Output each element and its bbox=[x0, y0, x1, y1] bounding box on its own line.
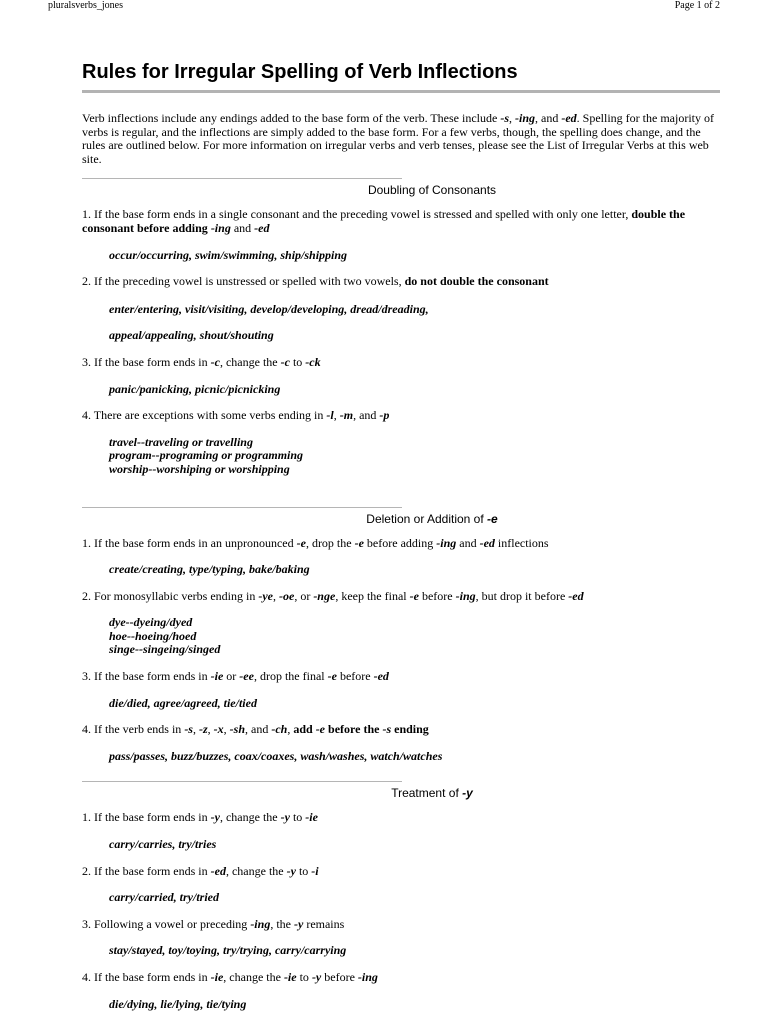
title-divider bbox=[82, 90, 720, 93]
section-divider bbox=[82, 178, 402, 179]
section-treatment-y bbox=[82, 781, 720, 1011]
rule-2-examples-cont: appeal/appealing, shout/shouting bbox=[109, 328, 274, 343]
rule-4: 4. If the verb ends in -s, -z, -x, -sh, and -ch, add -e before the -s ending bbox=[82, 722, 429, 737]
rule-4: 4. There are exceptions with some verbs ending in -l, -m, and -p bbox=[82, 408, 390, 423]
rule-3: 3. If the base form ends in -c, change the -c to -ck bbox=[82, 354, 321, 369]
rule-2-examples: singe--singeing/singed bbox=[109, 642, 221, 657]
section-doubling bbox=[82, 178, 720, 476]
rule-4-examples: pass/passes, buzz/buzzes, coax/coaxes, wash/washes, watch/watches bbox=[109, 748, 443, 763]
rule-4-examples: program--programing or programming bbox=[109, 448, 304, 463]
rule-1-examples: create/creating, type/typing, bake/baking bbox=[109, 562, 310, 577]
page-header bbox=[0, 0, 768, 14]
rule-1-examples: carry/carries, try/tries bbox=[109, 837, 217, 852]
rule-4-examples: worship--worshiping or worshipping bbox=[109, 461, 290, 476]
rule-2-examples: dye--dyeing/dyed bbox=[109, 615, 193, 630]
rule-3-examples: panic/panicking, picnic/picnicking bbox=[109, 381, 281, 396]
rule-4-examples: travel--traveling or travelling bbox=[109, 434, 253, 449]
rule-2-examples: enter/entering, visit/visiting, develop/developing, dread/dreading, bbox=[109, 301, 429, 316]
section-title: Doubling of Consonants bbox=[367, 183, 497, 198]
document-content bbox=[82, 58, 720, 1011]
rule-2: 2. For monosyllabic verbs ending in -ye, -oe, or -nge, keep the final -e before -ing, but drop it before -ed bbox=[82, 588, 584, 603]
rule-3: 3. If the base form ends in -ie or -ee, drop the final -e before -ed bbox=[82, 669, 389, 684]
section-deletion bbox=[82, 507, 720, 764]
page-number: Page 1 of 2 bbox=[674, 0, 720, 11]
document-name: pluralsverbs_jones bbox=[48, 0, 123, 11]
rule-2-examples: hoe--hoeing/hoed bbox=[109, 628, 197, 643]
rule-1: 1. If the base form ends in an unpronounced -e, drop the -e before adding -ing and -ed inflections bbox=[82, 535, 549, 550]
rule-4: 4. If the base form ends in -ie, change the -ie to -y before -ing bbox=[82, 970, 378, 984]
section-divider bbox=[82, 781, 402, 782]
rule-2: 2. If the base form ends in -ed, change the -y to -i bbox=[82, 863, 319, 878]
section-divider bbox=[82, 507, 402, 508]
rule-2-examples: carry/carried, try/tried bbox=[109, 890, 219, 905]
rule-2: 2. If the preceding vowel is unstressed or spelled with two vowels, do not double the consonant bbox=[82, 274, 549, 289]
rule-3: 3. Following a vowel or preceding -ing, the -y remains bbox=[82, 916, 345, 931]
rule-1-examples: occur/occurring, swim/swimming, ship/shipping bbox=[109, 247, 348, 262]
rule-4-examples: die/dying, lie/lying, tie/tying bbox=[109, 996, 247, 1011]
section-title: Treatment of -y bbox=[391, 786, 473, 801]
rule-1: 1. If the base form ends in a single consonant and the preceding vowel is stressed and spelled with only one letter, double the consonant before adding -ing and -ed bbox=[82, 207, 686, 235]
rule-3-examples: stay/stayed, toy/toying, try/trying, carry/carrying bbox=[109, 943, 347, 958]
page-title: Rules for Irregular Spelling of Verb Inflections bbox=[82, 61, 518, 83]
intro-paragraph: Verb inflections include any endings added to the base form of the verb. These include -s, -ing, and -ed. Spelling for the majority of verbs is regular, and the inflections are simply added to the base form. For a few verbs, though, the spelling does change, and the rules are outlined below. For more information on irregular verbs and verb tenses, please see the List of Irregular Verbs at this web site. bbox=[82, 111, 714, 166]
rule-3-examples: die/died, agree/agreed, tie/tied bbox=[109, 695, 257, 710]
rule-1: 1. If the base form ends in -y, change the -y to -ie bbox=[82, 810, 318, 825]
section-title: Deletion or Addition of -e bbox=[366, 511, 498, 526]
